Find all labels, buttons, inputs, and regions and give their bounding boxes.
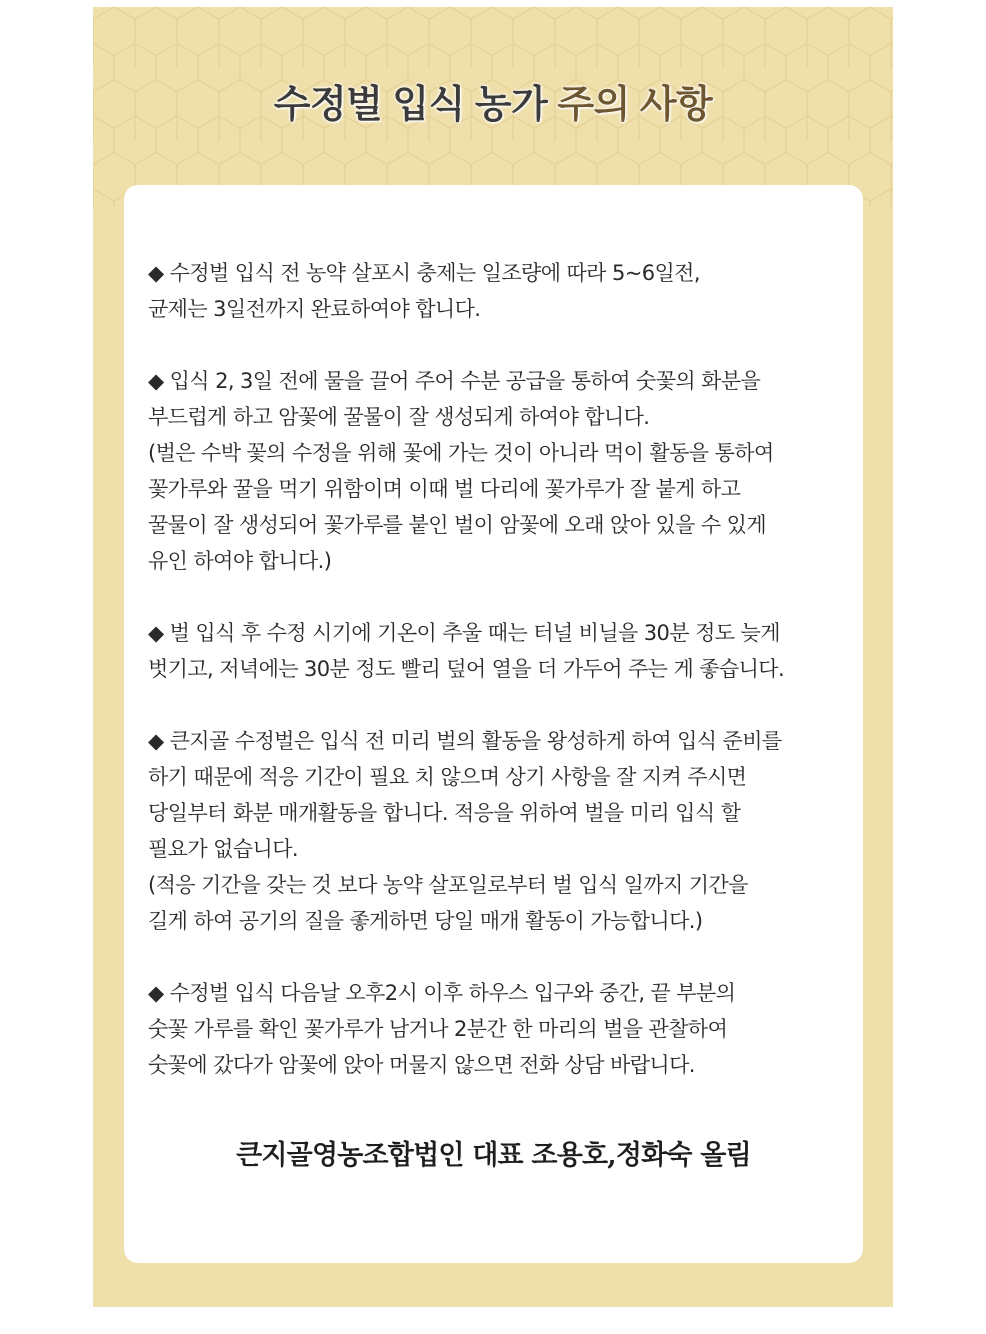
notice-paragraph	[148, 615, 860, 687]
page-title	[93, 73, 893, 128]
notice-line: 숫꽃 가루를 확인 꽃가루가 남거나 2분간 한 마리의 벌을 관찰하여	[148, 1017, 728, 1041]
title-main: 수정벌 입식 농가	[273, 84, 558, 126]
notice-line: (벌은 수박 꽃의 수정을 위해 꽃에 가는 것이 아니라 먹이 활동을 통하여	[148, 441, 774, 465]
notice-line: 벗기고, 저녁에는 30분 정도 빨리 덮어 열을 더 가두어 주는 게 좋습니다.	[148, 657, 785, 681]
title-accent: 주의 사항	[557, 84, 713, 126]
notice-paragraph	[148, 723, 860, 939]
notice-line: 유인 하여야 합니다.)	[148, 549, 332, 573]
notice-panel	[93, 7, 893, 1307]
notice-body	[148, 255, 860, 1119]
notice-paragraph	[148, 975, 860, 1083]
notice-line: 하기 때문에 적응 기간이 필요 치 않으며 상기 사항을 잘 지켜 주시면	[148, 765, 747, 789]
notice-paragraph	[148, 255, 860, 327]
notice-card	[124, 185, 863, 1263]
notice-line: 필요가 없습니다.	[148, 837, 298, 861]
notice-line: ◆ 벌 입식 후 수정 시기에 기온이 추울 때는 터널 비닐을 30분 정도 늦게	[148, 621, 780, 645]
notice-line: 꽃가루와 꿀을 먹기 위함이며 이때 벌 다리에 꽃가루가 잘 붙게 하고	[148, 477, 741, 501]
notice-line: (적응 기간을 갖는 것 보다 농약 살포일로부터 벌 입식 일까지 기간을	[148, 873, 748, 897]
notice-line: 길게 하여 공기의 질을 좋게하면 당일 매개 활동이 가능합니다.)	[148, 909, 703, 933]
notice-line: ◆ 수정벌 입식 다음날 오후2시 이후 하우스 입구와 중간, 끝 부분의	[148, 981, 736, 1005]
notice-line: 부드럽게 하고 암꽃에 꿀물이 잘 생성되게 하여야 합니다.	[148, 405, 650, 429]
notice-line: ◆ 큰지골 수정벌은 입식 전 미리 벌의 활동을 왕성하게 하여 입식 준비를	[148, 729, 782, 753]
notice-line: ◆ 입식 2, 3일 전에 물을 끌어 주어 수분 공급을 통하여 숫꽃의 화분을	[148, 369, 761, 393]
notice-line: 숫꽃에 갔다가 암꽃에 앉아 머물지 않으면 전화 상담 바랍니다.	[148, 1053, 695, 1077]
notice-paragraph	[148, 363, 860, 579]
notice-line: 균제는 3일전까지 완료하여야 합니다.	[148, 297, 481, 321]
signature: 큰지골영농조합법인 대표 조용호,정화숙 올림	[236, 1140, 751, 1171]
notice-line: 꿀물이 잘 생성되어 꽃가루를 붙인 벌이 암꽃에 오래 앉아 있을 수 있게	[148, 513, 767, 537]
notice-line: ◆ 수정벌 입식 전 농약 살포시 충제는 일조량에 따라 5~6일전,	[148, 261, 700, 285]
notice-line: 당일부터 화분 매개활동을 합니다. 적응을 위하여 벌을 미리 입식 할	[148, 801, 741, 825]
